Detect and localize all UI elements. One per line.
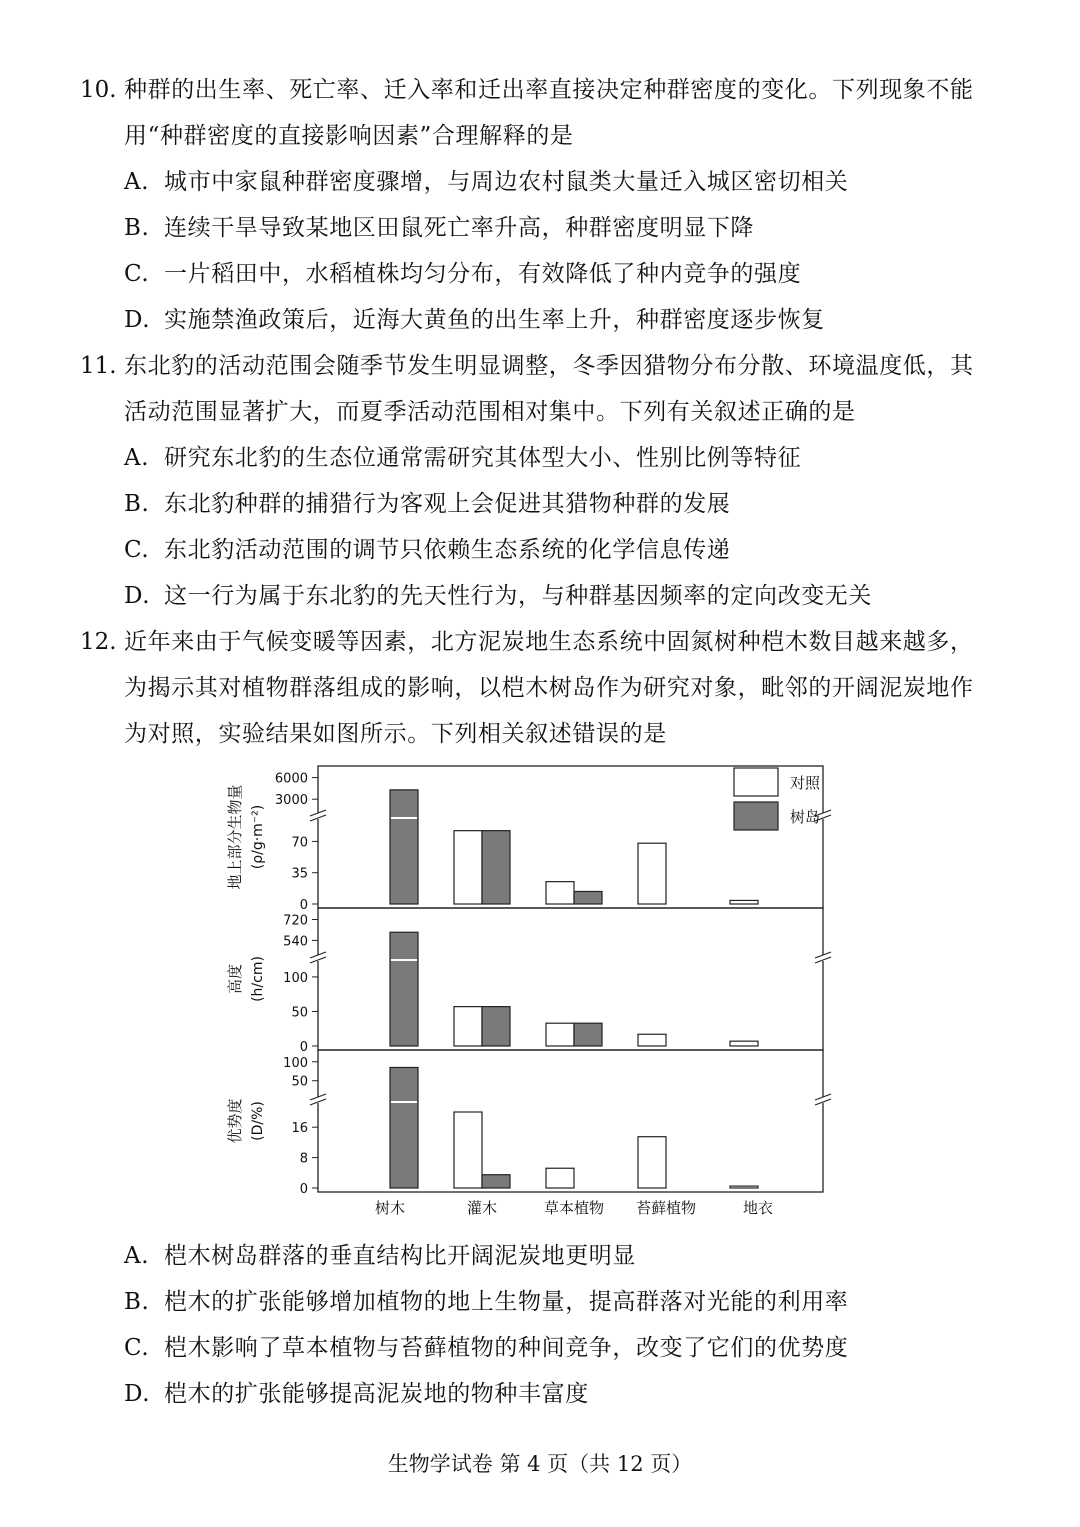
question-number: 12.: [80, 629, 117, 655]
option-a: [124, 167, 848, 197]
y-tick-label: 3000: [274, 793, 308, 809]
option-letter: B.: [124, 215, 150, 241]
bar-control: [454, 831, 482, 904]
x-tick-label: 树木: [374, 1199, 406, 1217]
bar-control: [730, 1186, 758, 1188]
y-tick-label: 8: [299, 1151, 308, 1167]
y-axis-label: 优势度: [226, 1098, 244, 1144]
y-axis-unit: (ρ/g·m⁻²): [250, 804, 266, 870]
bar-control: [546, 1168, 574, 1188]
bar-control: [454, 1112, 482, 1188]
y-tick-label: 50: [291, 1005, 308, 1021]
question-number: 11.: [80, 353, 117, 379]
y-tick-label: 720: [283, 913, 308, 929]
bar-island: [482, 831, 510, 904]
y-tick-label: 16: [291, 1121, 308, 1137]
option-text: 这一行为属于东北豹的先天性行为，与种群基因频率的定向改变无关: [164, 583, 872, 609]
option-letter: B.: [124, 491, 150, 517]
option-a: [124, 443, 801, 473]
y-tick-label: 0: [299, 1040, 308, 1055]
option-c: [124, 259, 801, 289]
option-text: 东北豹种群的捕猎行为客观上会促进其猎物种群的发展: [164, 491, 731, 517]
option-text: 一片稻田中，水稻植株均匀分布，有效降低了种内竞争的强度: [164, 261, 802, 287]
question-stem-line: 用“种群密度的直接影响因素”合理解释的是: [124, 123, 574, 149]
option-b: [124, 213, 754, 243]
bar-control: [454, 1007, 482, 1046]
option-text: 连续干旱导致某地区田鼠死亡率升高，种群密度明显下降: [164, 215, 754, 241]
option-text: 桤木树岛群落的垂直结构比开阔泥炭地更明显: [164, 1243, 636, 1269]
bar-control: [638, 1034, 666, 1046]
y-tick-label: 0: [299, 898, 308, 913]
option-letter: C.: [124, 261, 150, 287]
y-tick-label: 100: [283, 970, 308, 986]
question-stem-line: 种群的出生率、死亡率、迁入率和迁出率直接决定种群密度的变化。下列现象不能: [124, 77, 974, 103]
y-tick-label: 100: [283, 1055, 308, 1071]
page-footer: 生物学试卷 第 4 页（共 12 页）: [387, 1452, 693, 1476]
bar-island: [390, 790, 418, 904]
x-tick-label: 苔藓植物: [635, 1199, 697, 1217]
bar-island: [390, 932, 418, 1046]
option-letter: D.: [124, 1381, 151, 1407]
bar-island: [482, 1175, 510, 1188]
y-tick-label: 540: [283, 934, 308, 950]
option-letter: A.: [124, 1243, 150, 1269]
option-text: 桤木的扩张能够增加植物的地上生物量，提高群落对光能的利用率: [164, 1289, 849, 1315]
option-letter: C.: [124, 537, 150, 563]
question-number: 10.: [80, 77, 117, 103]
y-tick-label: 50: [291, 1074, 308, 1090]
option-text: 东北豹活动范围的调节只依赖生态系统的化学信息传递: [164, 537, 731, 563]
question-stem-line: 为揭示其对植物群落组成的影响，以桤木树岛作为研究对象，毗邻的开阔泥炭地作: [124, 675, 974, 701]
y-tick-label: 70: [291, 835, 308, 851]
bar-island: [482, 1007, 510, 1046]
option-letter: D.: [124, 583, 151, 609]
legend-swatch-control: [734, 768, 778, 796]
bar-island: [574, 1023, 602, 1046]
option-letter: C.: [124, 1335, 150, 1361]
legend-label-island: 树岛: [790, 808, 821, 826]
option-letter: B.: [124, 1289, 150, 1315]
y-axis-label: 高度: [226, 963, 244, 995]
option-a: [124, 1241, 636, 1271]
question-stem-line: 近年来由于气候变暖等因素，北方泥炭地生态系统中固氮树种桤木数目越来越多，: [124, 629, 974, 655]
option-text: 城市中家鼠种群密度骤增，与周边农村鼠类大量迁入城区密切相关: [164, 169, 849, 195]
question-stem-line: 东北豹的活动范围会随季节发生明显调整，冬季因猎物分布分散、环境温度低，其: [124, 353, 974, 379]
x-tick-label: 地衣: [742, 1199, 774, 1217]
y-tick-label: 35: [291, 866, 308, 882]
x-tick-label: 灌木: [466, 1199, 498, 1217]
question-stem-line: 为对照，实验结果如图所示。下列相关叙述错误的是: [124, 721, 667, 747]
y-axis-label: 地上部分生物量: [226, 784, 244, 890]
option-b: [124, 1287, 848, 1317]
option-b: [124, 489, 730, 519]
bar-control: [638, 1137, 666, 1188]
y-axis-unit: (h/cm): [250, 956, 266, 1002]
option-text: 研究东北豹的生态位通常需研究其体型大小、性别比例等特征: [164, 445, 802, 471]
legend-label-control: 对照: [790, 774, 821, 792]
option-text: 桤木影响了草本植物与苔藓植物的种间竞争，改变了它们的优势度: [164, 1335, 849, 1361]
legend-swatch-island: [734, 802, 778, 830]
x-tick-label: 草本植物: [543, 1199, 605, 1217]
bar-island: [574, 891, 602, 904]
option-d: [124, 305, 825, 335]
bar-chart: [0, 758, 1080, 1228]
y-tick-label: 0: [299, 1182, 308, 1197]
bar-control: [546, 1023, 574, 1046]
option-text: 桤木的扩张能够提高泥炭地的物种丰富度: [164, 1381, 589, 1407]
option-d: [124, 1379, 589, 1409]
y-tick-label: 6000: [274, 771, 308, 787]
option-c: [124, 1333, 848, 1363]
bar-control: [730, 900, 758, 904]
bar-control: [546, 882, 574, 904]
option-text: 实施禁渔政策后，近海大黄鱼的出生率上升，种群密度逐步恢复: [164, 307, 825, 333]
option-letter: A.: [124, 445, 150, 471]
option-d: [124, 581, 872, 611]
question-stem-line: 活动范围显著扩大，而夏季活动范围相对集中。下列有关叙述正确的是: [124, 399, 856, 425]
bar-island: [390, 1067, 418, 1188]
bar-control: [638, 843, 666, 904]
option-c: [124, 535, 730, 565]
y-axis-unit: (D/%): [250, 1101, 266, 1141]
option-letter: D.: [124, 307, 151, 333]
bar-control: [730, 1041, 758, 1046]
option-letter: A.: [124, 169, 150, 195]
